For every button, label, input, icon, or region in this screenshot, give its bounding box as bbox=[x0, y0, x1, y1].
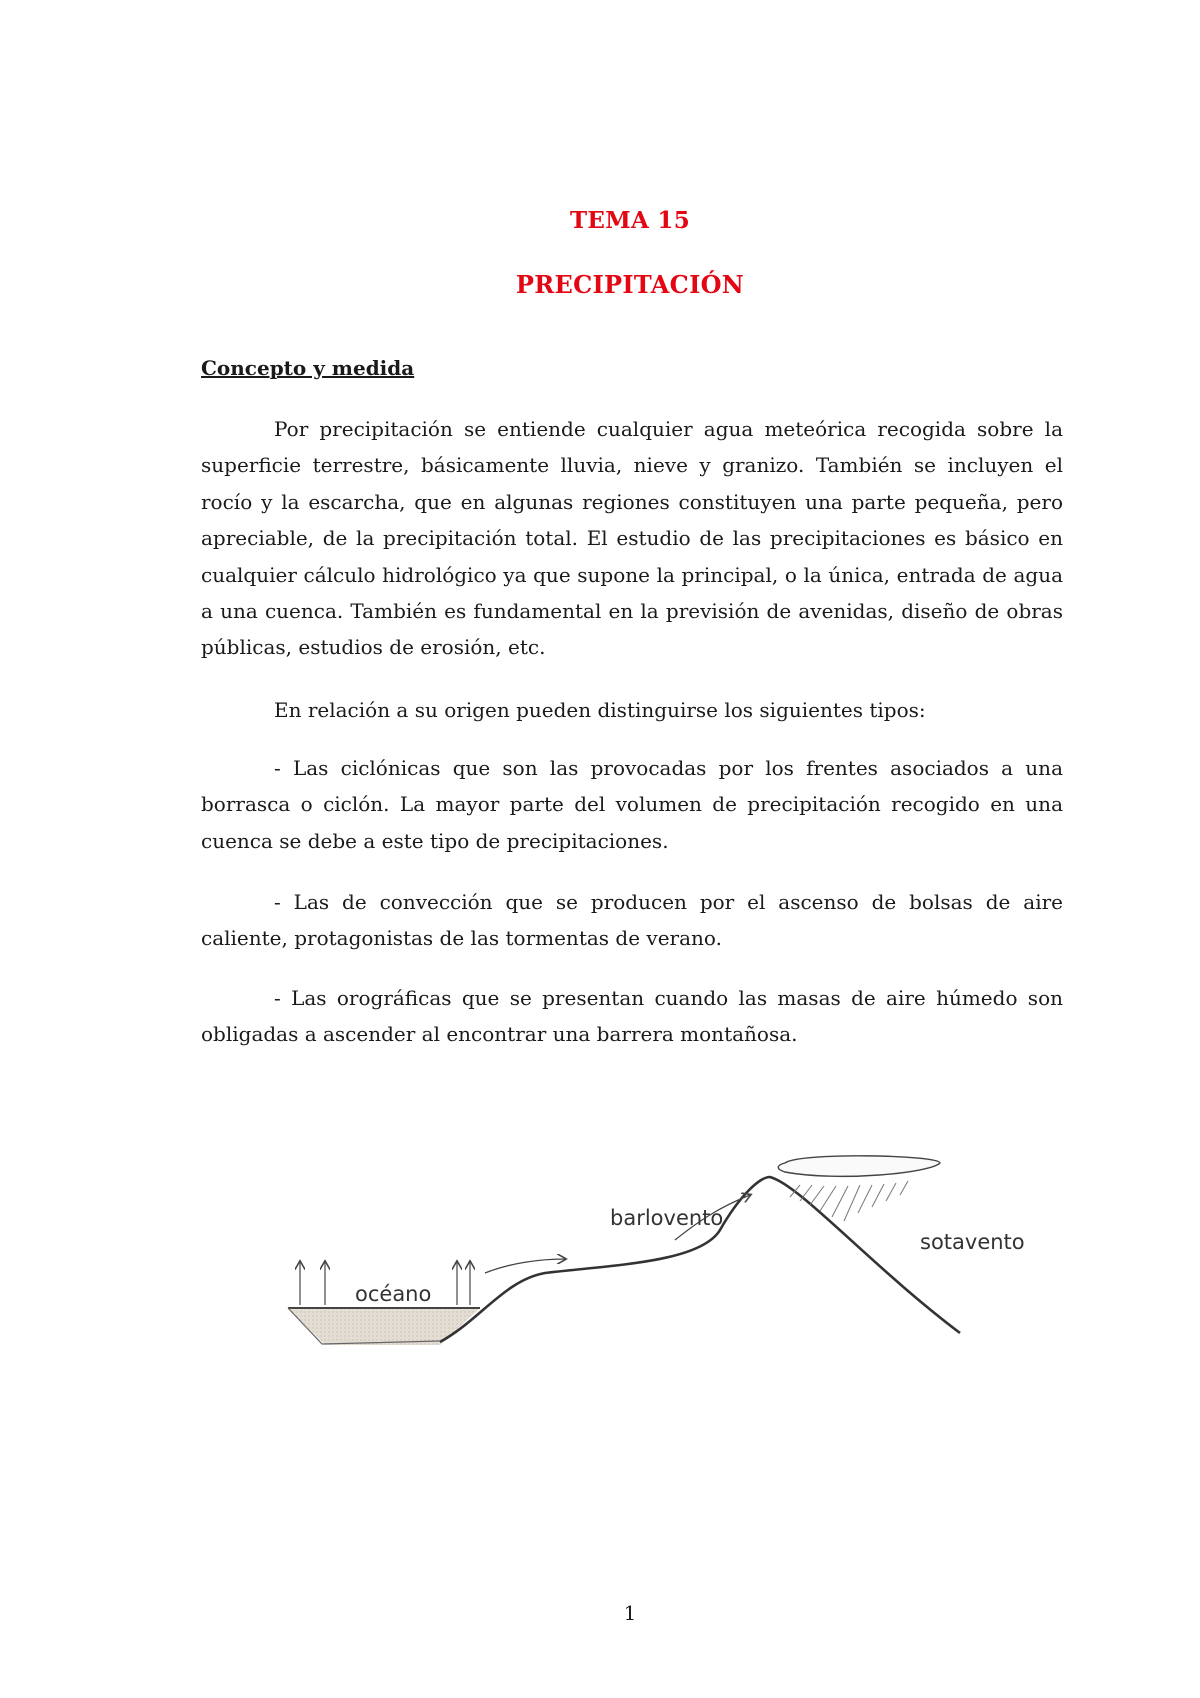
ocean-body bbox=[288, 1308, 480, 1345]
paragraph-cyclonic bbox=[201, 750, 1063, 859]
label-windward: barlovento bbox=[610, 1206, 724, 1230]
paragraph-convection bbox=[201, 884, 1063, 957]
paragraph-text: - Las ciclónicas que son las provocadas por los frentes asociados a una borrasca o ciclón. La mayor parte del volumen de precipitación recogido en una cuenca se debe a este tipo de precipitaciones. bbox=[201, 756, 1063, 853]
page-number: 1 bbox=[623, 1601, 637, 1625]
label-leeward: sotavento bbox=[920, 1230, 1025, 1254]
paragraph-types-intro bbox=[201, 692, 1063, 728]
paragraph-orographic bbox=[201, 980, 1063, 1053]
tema-heading: TEMA 15 bbox=[569, 207, 691, 234]
page-title: PRECIPITACIÓN bbox=[515, 270, 745, 299]
label-ocean: océano bbox=[355, 1282, 432, 1306]
orographic-diagram bbox=[280, 1155, 1060, 1395]
orographic-diagram-svg bbox=[280, 1155, 1060, 1395]
section-title: Concepto y medida bbox=[201, 356, 415, 380]
paragraph-text: - Las orográficas que se presentan cuando las masas de aire húmedo son obligadas a ascender al encontrar una barrera montañosa. bbox=[201, 986, 1063, 1047]
paragraph-definition bbox=[201, 411, 1063, 666]
paragraph-text: En relación a su origen pueden distinguirse los siguientes tipos: bbox=[274, 698, 926, 722]
paragraph-text: Por precipitación se entiende cualquier agua meteórica recogida sobre la superficie terrestre, básicamente lluvia, nieve y granizo. También se incluyen el rocío y la escarcha, que en algunas regiones constituyen una parte pequeña, pero apreciable, de la precipitación total. El estudio de las precipitaciones es básico en cualquier cálculo hidrológico ya que supone la principal, o la única, entrada de agua a una cuenca. También es fundamental en la previsión de avenidas, diseño de obras públicas, estudios de erosión, etc. bbox=[201, 417, 1063, 660]
paragraph-text: - Las de convección que se producen por el ascenso de bolsas de aire caliente, protagonistas de las tormentas de verano. bbox=[201, 890, 1063, 951]
cloud bbox=[778, 1156, 940, 1177]
terrain-profile bbox=[440, 1177, 960, 1342]
